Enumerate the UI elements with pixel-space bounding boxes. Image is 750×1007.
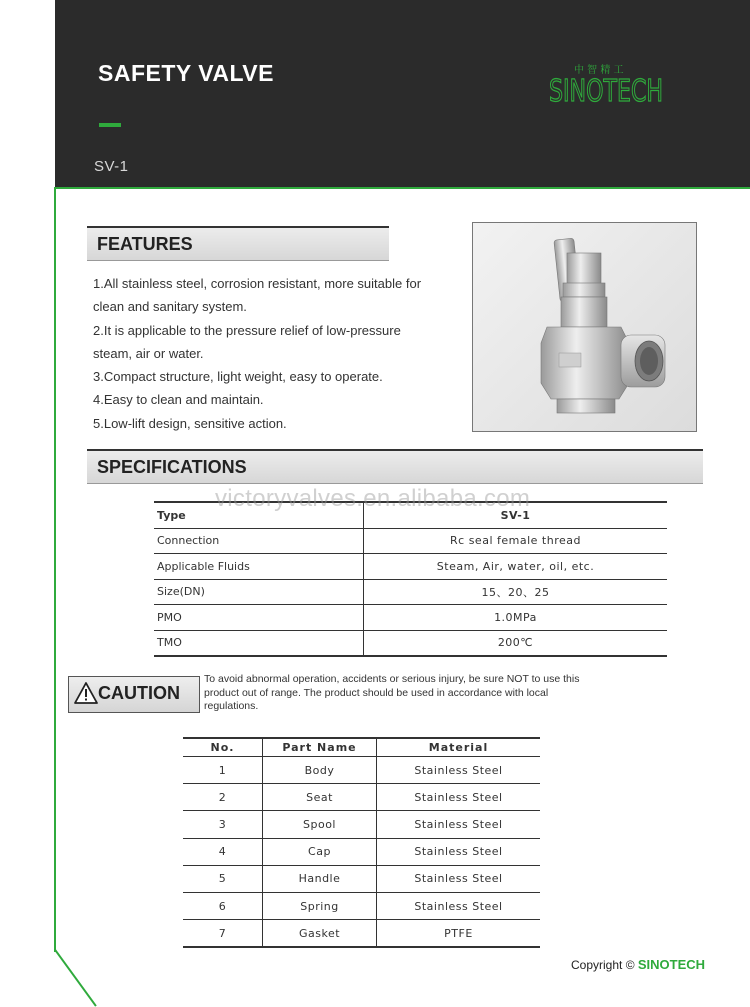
- part-material: Stainless Steel: [377, 784, 541, 811]
- table-row: [154, 630, 667, 656]
- table-header-row: [183, 738, 540, 757]
- part-number: 2: [183, 784, 263, 811]
- column-header: Material: [377, 738, 541, 757]
- part-number: 7: [183, 920, 263, 948]
- part-name: Spool: [263, 811, 377, 838]
- part-material: Stainless Steel: [377, 892, 541, 919]
- safety-valve-illustration: [473, 223, 696, 431]
- part-name: Body: [263, 757, 377, 784]
- part-name: Handle: [263, 865, 377, 892]
- spec-label: Applicable Fluids: [154, 554, 364, 580]
- page-title: SAFETY VALVE: [98, 60, 274, 86]
- part-material: Stainless Steel: [377, 865, 541, 892]
- spec-label: Size(DN): [154, 579, 364, 605]
- left-accent-diagonal: [54, 949, 97, 1007]
- caution-label: CAUTION: [98, 683, 180, 703]
- spec-value: 1.0MPa: [364, 605, 668, 631]
- feature-line: 5.Low-lift design, sensitive action.: [93, 415, 287, 431]
- table-row: [183, 865, 540, 892]
- table-row: [183, 892, 540, 919]
- spec-value: 200℃: [364, 630, 668, 656]
- specifications-heading: SPECIFICATIONS: [97, 457, 247, 477]
- warning-triangle-icon: [74, 682, 98, 704]
- model-number: SV-1: [94, 158, 129, 175]
- part-material: Stainless Steel: [377, 838, 541, 865]
- spec-value: Rc seal female thread: [364, 528, 668, 554]
- table-row: [183, 811, 540, 838]
- watermark-text: victoryvalves.en.alibaba.com: [215, 485, 531, 512]
- spec-value: Steam, Air, water, oil, etc.: [364, 554, 668, 580]
- features-heading: FEATURES: [97, 234, 193, 254]
- part-number: 1: [183, 757, 263, 784]
- part-name: Cap: [263, 838, 377, 865]
- column-header: Part Name: [263, 738, 377, 757]
- table-row: [154, 605, 667, 631]
- copyright-footer: [571, 957, 705, 972]
- table-row: [183, 757, 540, 784]
- title-accent-dash: [99, 123, 121, 127]
- feature-line: 1.All stainless steel, corrosion resistant, more suitable for: [93, 276, 422, 291]
- spec-label: TMO: [154, 630, 364, 656]
- logo-wordmark: SINOTECH: [549, 74, 663, 109]
- table-row: [183, 920, 540, 948]
- sinotech-logo: [548, 62, 664, 109]
- part-name: Seat: [263, 784, 377, 811]
- product-photo: [472, 222, 697, 432]
- part-material: Stainless Steel: [377, 757, 541, 784]
- header-divider: [55, 187, 750, 189]
- part-material: Stainless Steel: [377, 811, 541, 838]
- feature-line: 3.Compact structure, light weight, easy to operate.: [93, 369, 383, 385]
- copyright-symbol: ©: [625, 958, 635, 972]
- spec-value: SV-1: [364, 502, 668, 528]
- table-row: [154, 528, 667, 554]
- part-name: Gasket: [263, 920, 377, 948]
- feature-line: steam, air or water.: [93, 345, 204, 361]
- table-row: [183, 838, 540, 865]
- spec-value: 15、20、25: [364, 579, 668, 605]
- features-heading-bar: [87, 226, 389, 261]
- copyright-label: Copyright: [571, 958, 623, 972]
- part-number: 3: [183, 811, 263, 838]
- part-number: 6: [183, 892, 263, 919]
- specifications-table: [154, 501, 667, 657]
- column-header: No.: [183, 738, 263, 757]
- features-list: [93, 272, 453, 435]
- table-row: [154, 554, 667, 580]
- logo-chinese-text: 中 智 精 工: [574, 65, 624, 76]
- parts-table: [183, 737, 540, 948]
- feature-line: 4.Easy to clean and maintain.: [93, 392, 264, 408]
- spec-label: Type: [154, 502, 364, 528]
- spec-label: Connection: [154, 528, 364, 554]
- left-accent-line: [54, 187, 56, 952]
- part-number: 5: [183, 865, 263, 892]
- spec-label: PMO: [154, 605, 364, 631]
- part-material: PTFE: [377, 920, 541, 948]
- part-number: 4: [183, 838, 263, 865]
- feature-line: clean and sanitary system.: [93, 299, 247, 315]
- specifications-heading-bar: [87, 449, 703, 484]
- table-row: [154, 579, 667, 605]
- caution-text: To avoid abnormal operation, accidents or serious injury, be sure NOT to use this product out of range. The product should be used in accordance with local regulations.: [204, 673, 580, 712]
- feature-line: 2.It is applicable to the pressure relief of low-pressure: [93, 322, 401, 338]
- table-row: [183, 784, 540, 811]
- part-name: Spring: [263, 892, 377, 919]
- caution-badge: [68, 676, 200, 713]
- copyright-brand: SINOTECH: [637, 957, 706, 972]
